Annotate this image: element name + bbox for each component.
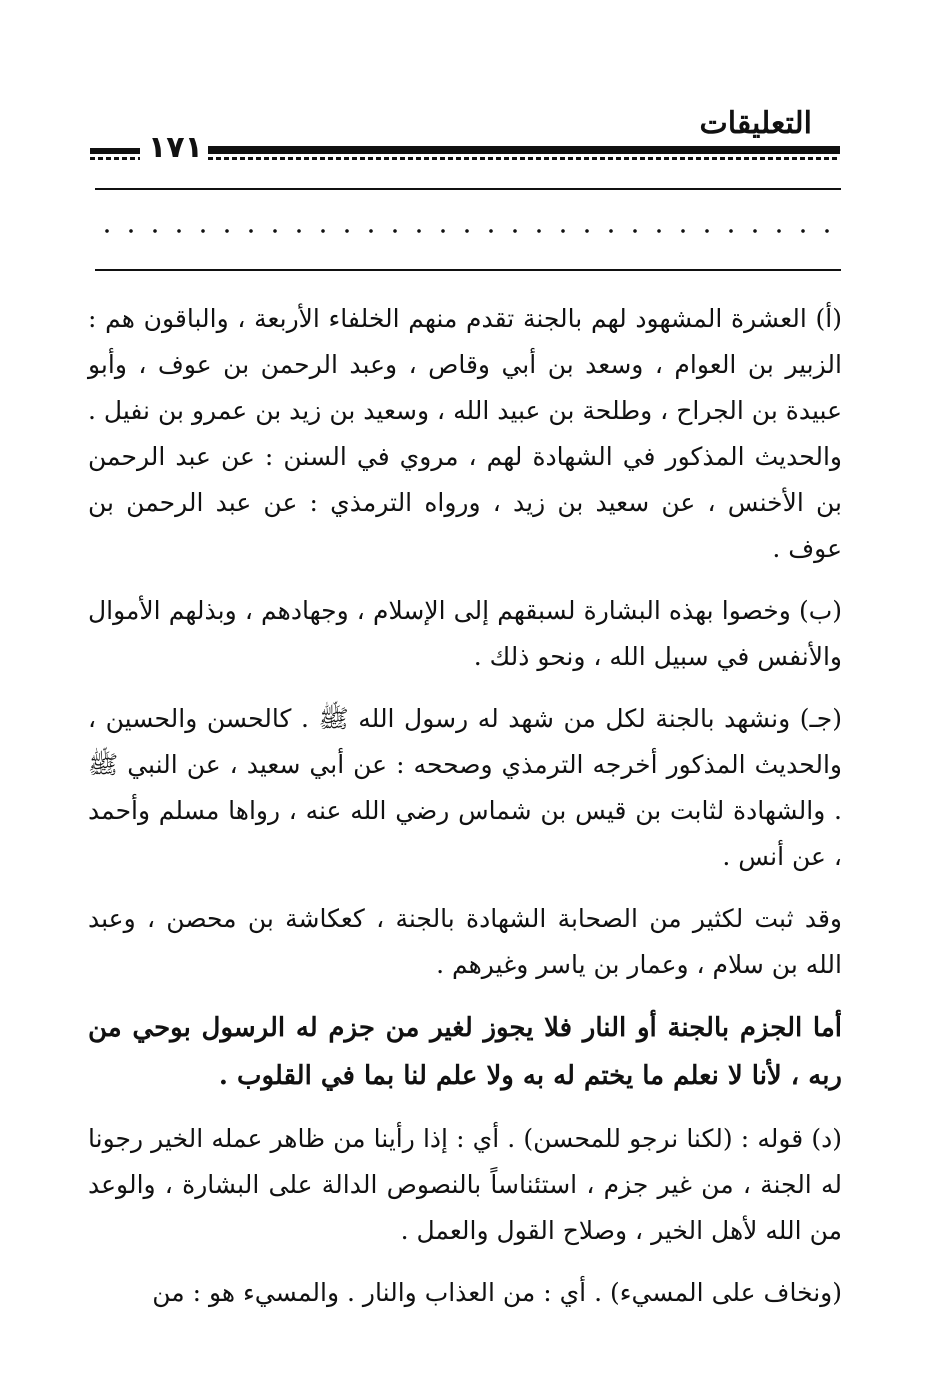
dotted-separator [95, 224, 841, 238]
top-divider [95, 188, 841, 190]
paragraph-certainty: أما الجزم بالجنة أو النار فلا يجوز لغير من جزم له الرسول بوحي من ربه ، لأنا لا نعلم ما يختم له به ولا علم لنا بما في القلوب . [88, 1013, 842, 1091]
section-title: التعليقات [699, 106, 812, 141]
header-rule-left [90, 148, 140, 154]
page-header [90, 100, 840, 170]
paragraph-a: (أ) العشرة المشهود لهم بالجنة تقدم منهم الخلفاء الأربعة ، والباقون هم : الزبير بن العوام ، وسعد بن أبي وقاص ، وعبد الرحمن بن عوف ، وأبو عبيدة بن الجراح ، وطلحة بن عبيد الله ، وسعيد بن زيد بن عمرو بن نفيل . والحديث المذكور في الشهادة لهم ، مروي في السنن : عن عبد الرحمن بن الأخنس ، عن سعيد بن زيد ، ورواه الترمذي : عن عبد الرحمن بن عوف . [88, 304, 842, 563]
body-text [88, 296, 842, 1316]
paragraph-d: (د) قوله : (لكنا نرجو للمحسن) . أي : إذا رأينا من ظاهر عمله الخير رجونا له الجنة ، من غير جزم ، استئناساً بالنصوص الدالة على البشارة ، والوعد من الله لأهل الخير ، وصلاح القول والعمل . [88, 1124, 842, 1245]
header-rule-right-dashed [208, 157, 840, 160]
paragraph-b: (ب) وخصوا بهذه البشارة لسبقهم إلى الإسلام ، وجهادهم ، وبذلهم الأموال والأنفس في سبيل الله ، ونحو ذلك . [88, 596, 842, 671]
paragraph-evildoer: (ونخاف على المسيء) . أي : من العذاب والنار . والمسيء هو : من [152, 1278, 842, 1307]
page-number: ١٧١ [148, 130, 203, 165]
paragraph-c: (جـ) ونشهد بالجنة لكل من شهد له رسول الله ﷺ . كالحسن والحسين ، والحديث المذكور أخرجه الترمذي وصححه : عن أبي سعيد ، عن النبي ﷺ . والشهادة لثابت بن قيس بن شماس رضي الله عنه ، رواها مسلم وأحمد ، عن أنس . [88, 704, 842, 871]
header-rule-left-dashed [90, 157, 140, 160]
paragraph-companions: وقد ثبت لكثير من الصحابة الشهادة بالجنة ، كعكاشة بن محصن ، وعبد الله بن سلام ، وعمار بن ياسر وغيرهم . [88, 904, 842, 979]
bottom-divider [95, 269, 841, 271]
header-rule-right [208, 146, 840, 154]
